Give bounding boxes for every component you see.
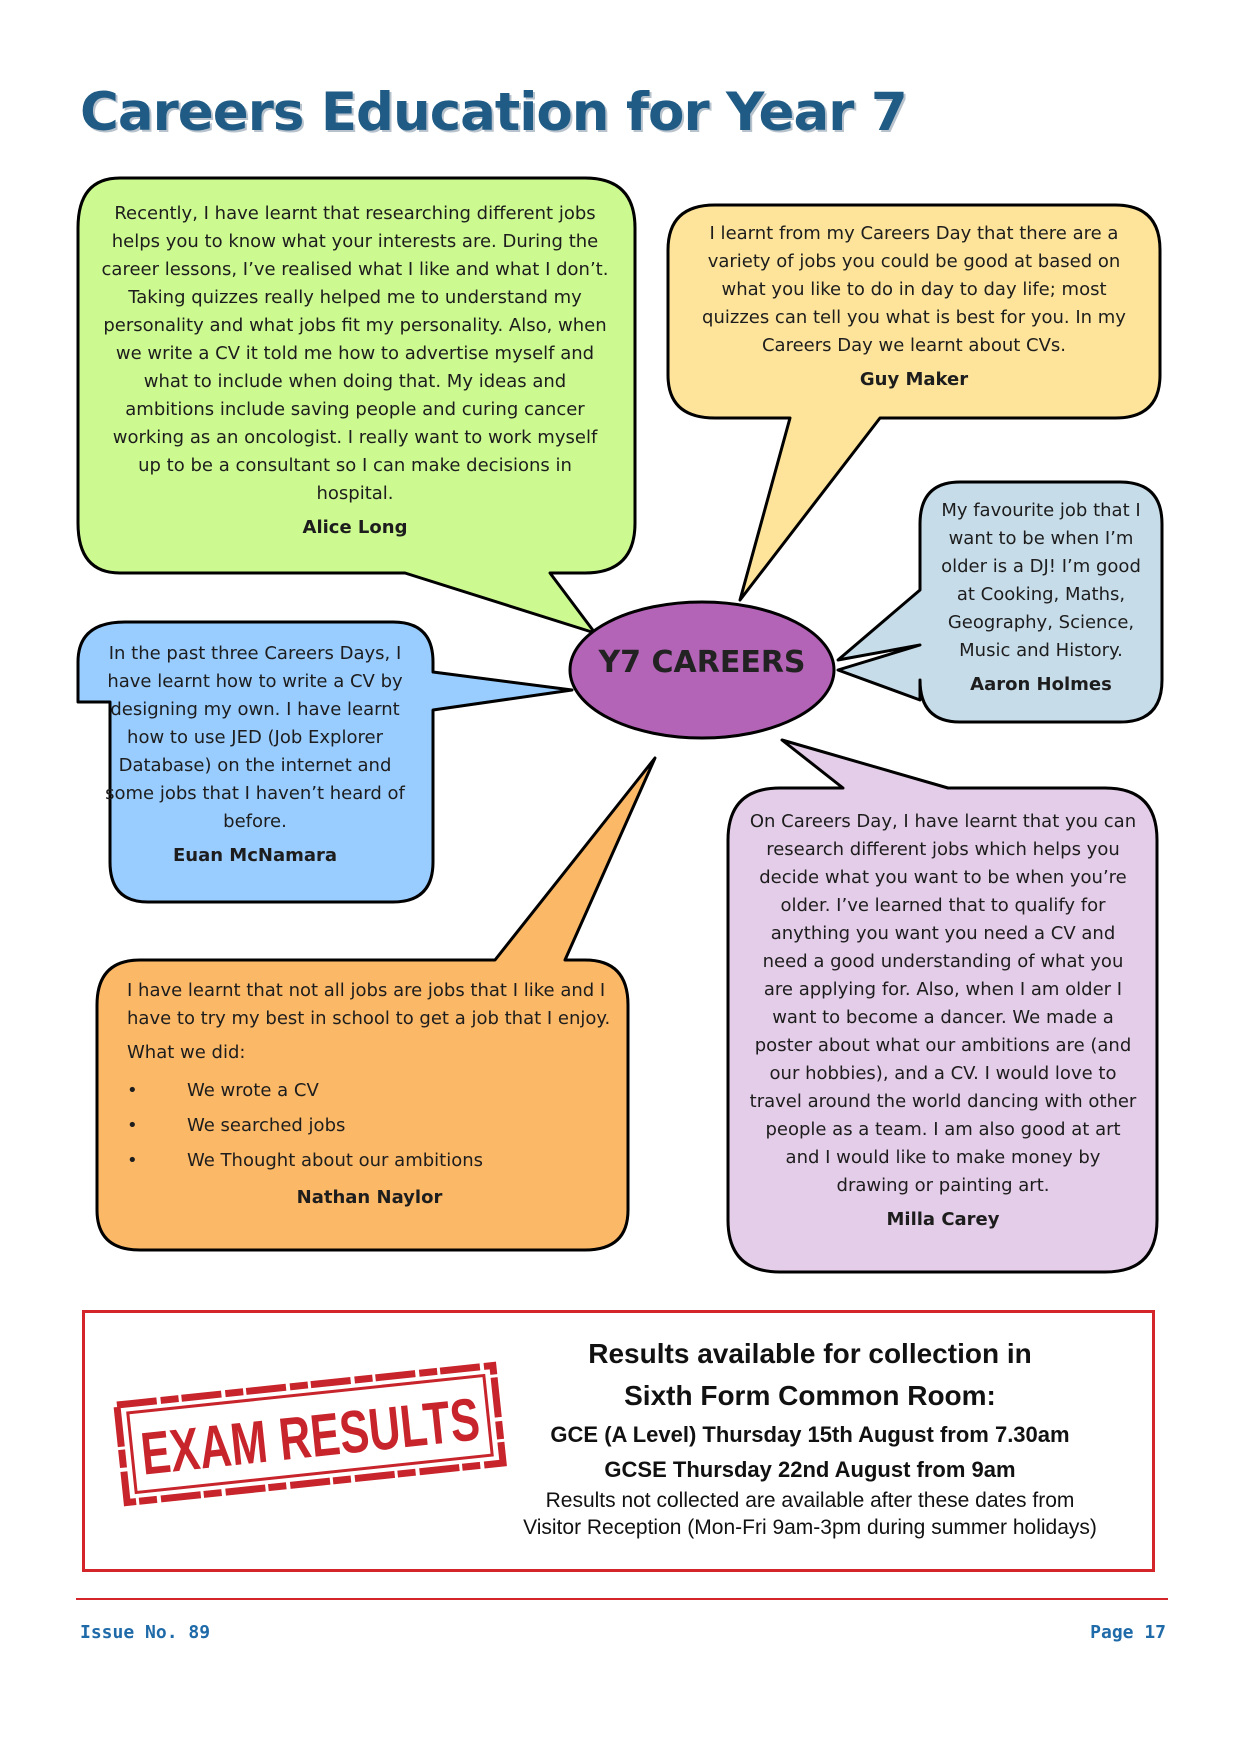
list-item: • We wrote a CV (127, 1073, 612, 1108)
results-info (500, 1333, 1120, 1541)
euan-author: Euan McNamara (172, 845, 338, 866)
milla-author: Milla Carey (886, 1209, 1000, 1230)
guy-bubble-text (688, 220, 1140, 394)
list-item: • We searched jobs (127, 1108, 612, 1143)
euan-quote: In the past three Careers Days, I have learnt how to write a CV by designing my own. I have learnt how to use JED (Job Explorer Database) on the internet and some jobs that I haven’t heard of before. (105, 643, 405, 832)
issue-number: Issue No. 89 (80, 1622, 211, 1643)
alice-bubble-text (100, 200, 610, 542)
exam-results-stamp (110, 1359, 608, 1509)
results-heading-line2: Sixth Form Common Room: (624, 1380, 996, 1411)
alice-quote: Recently, I have learnt that researching different jobs helps you to know what your interests are. During the career lessons, I’ve realised what I like and what I don’t. Taking quizzes really helped me to understand my personality and what jobs fit my personality. Also, when we write a CV it told me how to advertise myself and what to include when doing that. My ideas and ambitions include saving people and curing cancer working as an oncologist. I really want to work myself up to be a consultant so I can make decisions in hospital. (101, 203, 609, 504)
guy-quote: I learnt from my Careers Day that there are a variety of jobs you could be good at based on what you like to do in day to day life; most quizzes can tell you what is best for you. In my Careers Day we learnt about CVs. (702, 223, 1126, 356)
milla-bubble-text (748, 808, 1138, 1234)
gce-date: GCE (A Level) Thursday 15th August from 7.30am (550, 1422, 1070, 1447)
list-item: • We Thought about our ambitions (127, 1143, 612, 1178)
results-heading-line1: Results available for collection in (588, 1338, 1032, 1369)
nathan-quote: I have learnt that not all jobs are jobs that I like and I have to try my best in school to get a job that I enjoy. (127, 980, 611, 1029)
exam-results-box (82, 1310, 1155, 1572)
footer-divider (76, 1598, 1168, 1600)
nathan-bubble-text (127, 977, 612, 1212)
bullet-icon: • (127, 1115, 138, 1136)
results-note-line1: Results not collected are available after these dates from (545, 1489, 1075, 1512)
page-title: Careers Education for Year 7 (80, 82, 907, 143)
page-number: Page 17 (1090, 1622, 1166, 1643)
what-we-did-label: What we did: (127, 1042, 246, 1063)
bullet-icon: • (127, 1150, 138, 1171)
aaron-author: Aaron Holmes (970, 674, 1112, 695)
alice-author: Alice Long (302, 517, 408, 538)
gcse-date: GCSE Thursday 22nd August from 9am (604, 1457, 1016, 1482)
euan-bubble-text (96, 640, 414, 870)
nathan-author: Nathan Naylor (296, 1187, 443, 1208)
aaron-quote: My favourite job that I want to be when I’m older is a DJ! I’m good at Cooking, Maths, Geography, Science, Music and History. (941, 500, 1141, 661)
aaron-bubble-text (932, 497, 1150, 699)
what-we-did-list (127, 1073, 612, 1178)
bullet-icon: • (127, 1080, 138, 1101)
stamp-text: EXAM RESULTS (137, 1372, 608, 1488)
guy-author: Guy Maker (859, 369, 969, 390)
center-label: Y7 CAREERS (598, 645, 806, 680)
results-note-line2: Visitor Reception (Mon-Fri 9am-3pm during summer holidays) (523, 1516, 1097, 1539)
milla-quote: On Careers Day, I have learnt that you can research different jobs which helps you decide what you want to be when you’re older. I’ve learned that to qualify for anything you want you need a CV and need a good understanding of what you are applying for. Also, when I am older I want to become a dancer. We made a poster about what our ambitions are (and our hobbies), and a CV. I would love to travel around the world dancing with other people as a team. I am also good at art and I would like to make money by drawing or painting art. (749, 811, 1137, 1196)
